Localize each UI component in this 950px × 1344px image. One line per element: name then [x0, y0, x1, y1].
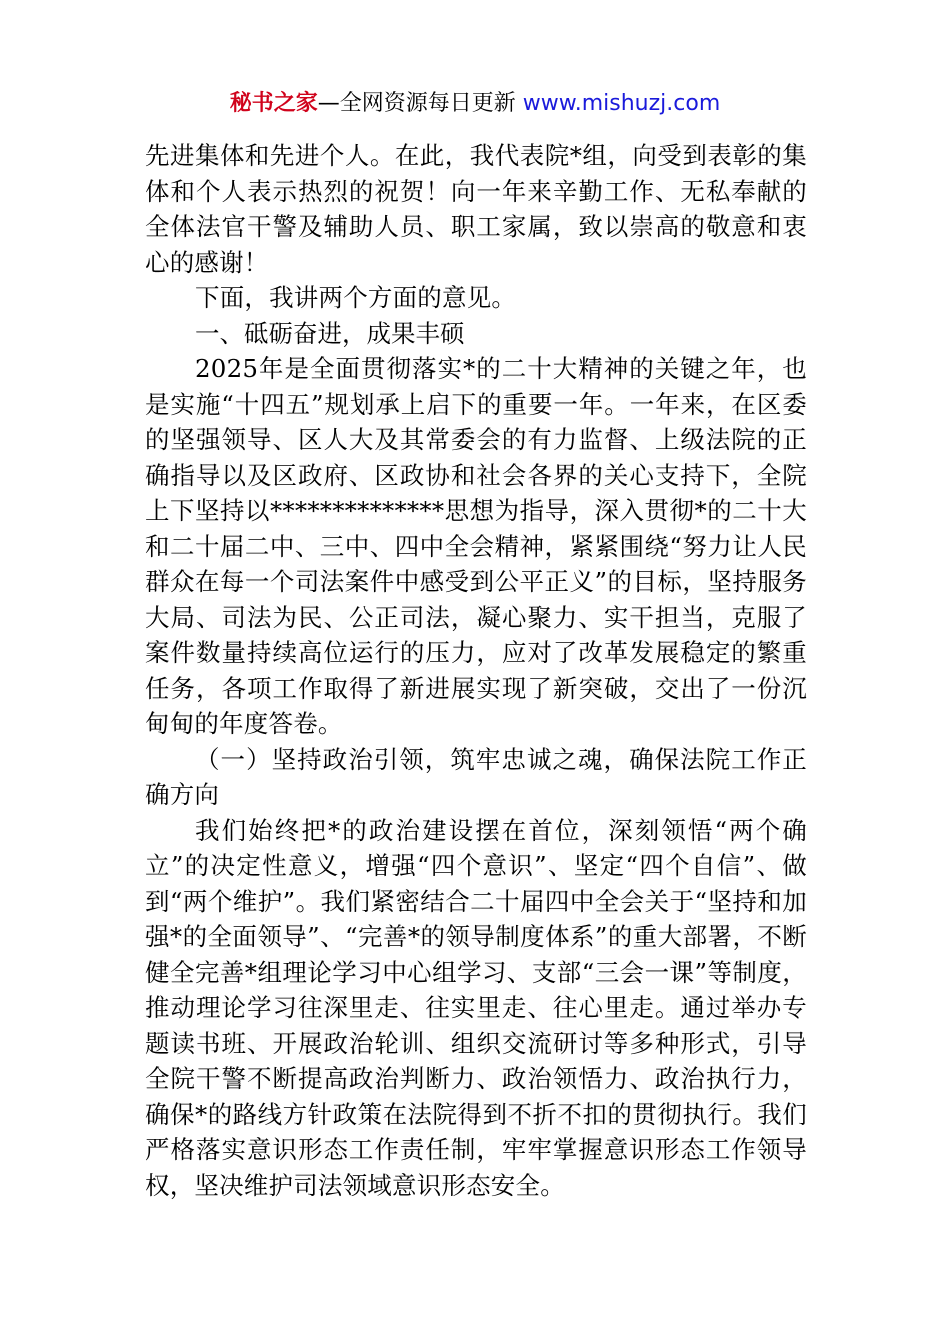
- paragraph-summary: 2025年是全面贯彻落实*的二十大精神的关键之年，也是实施“十四五”规划承上启下的重要一年。一年来，在区委的坚强领导、区人大及其常委会的有力监督、上级法院的正确指导以及区政府、区政协和社会各界的关心支持下，全院上下坚持以**************思想为指导，深入贯彻*的二十大和二十届二中、三中、四中全会精神，紧紧围绕“努力让人民群众在每一个司法案件中感受到公平正义”的目标，坚持服务大局、司法为民、公正司法，凝心聚力、实干担当，克服了案件数量持续高位运行的压力，应对了改革发展稳定的繁重任务，各项工作取得了新进展实现了新突破，交出了一份沉甸甸的年度答卷。: [145, 354, 807, 738]
- document-body: [145, 138, 807, 1203]
- paragraph-political: 我们始终把*的政治建设摆在首位，深刻领悟“两个确立”的决定性意义，增强“四个意识”、坚定“四个自信”、做到“两个维护”。我们紧密结合二十届四中全会关于“坚持和加强*的全面领导”、“完善*的领导制度体系”的重大部署，不断健全完善*组理论学习中心组学习、支部“三会一课”等制度，推动理论学习往深里走、往实里走、往心里走。通过举办专题读书班、开展政治轮训、组织交流研讨等多种形式，引导全院干警不断提高政治判断力、政治领悟力、政治执行力，确保*的路线方针政策在法院得到不折不扣的贯彻执行。我们严格落实意识形态工作责任制，牢牢掌握意识形态工作领导权，坚决维护司法领域意识形态安全。: [145, 815, 807, 1200]
- site-header: [0, 88, 950, 120]
- site-brand: 秘书之家: [229, 91, 318, 116]
- paragraph-intro: 下面，我讲两个方面的意见。: [195, 283, 517, 312]
- site-url-link[interactable]: www.mishuzj.com: [522, 91, 721, 116]
- paragraph-continuation: 先进集体和先进个人。在此，我代表院*组，向受到表彰的集体和个人表示热烈的祝贺！向一年来辛勤工作、无私奉献的全体法官干警及辅助人员、职工家属，致以崇高的敬意和衷心的感谢！: [145, 141, 807, 277]
- subsection-heading: （一）坚持政治引领，筑牢忠诚之魂，确保法院工作正确方向: [145, 744, 807, 809]
- section-heading: 一、砥砺奋进，成果丰硕: [195, 318, 465, 348]
- site-tagline: —全网资源每日更新: [317, 91, 523, 116]
